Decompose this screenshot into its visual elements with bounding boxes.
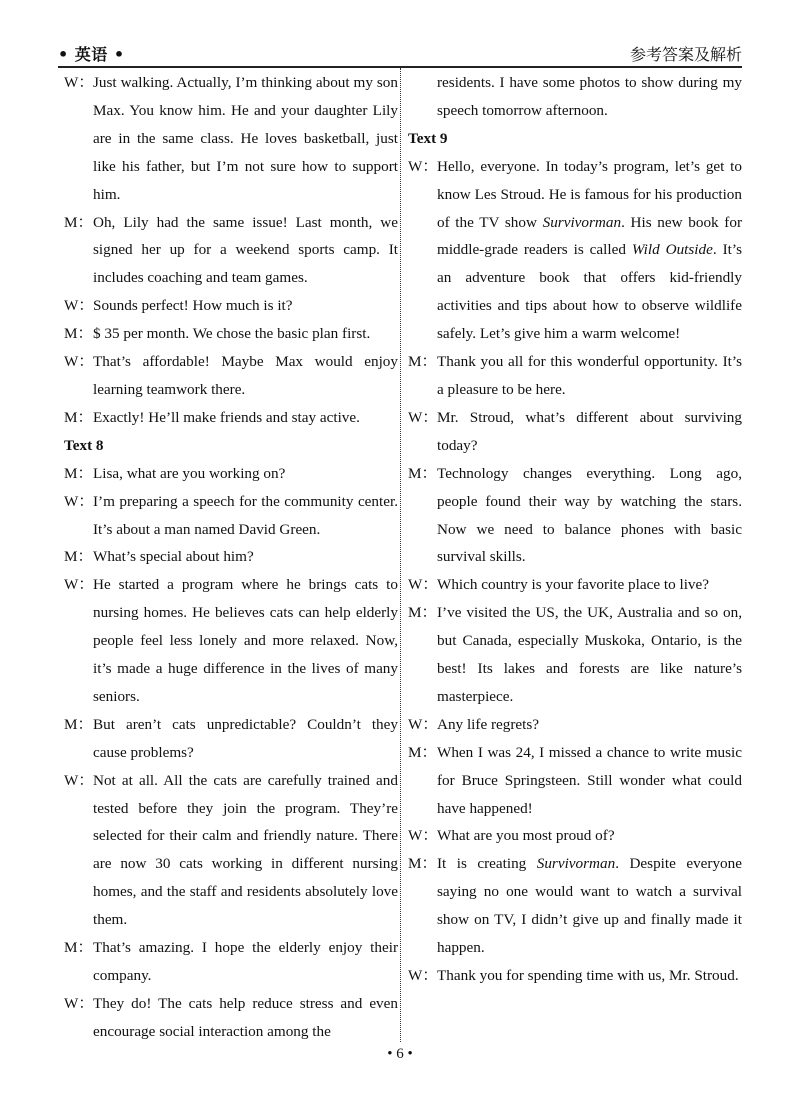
speaker-label: M： bbox=[408, 604, 437, 622]
dialogue-text: Lisa, what are you working on? bbox=[93, 464, 286, 482]
dialogue-text: That’s affordable! Maybe Max would enjoy learning teamwork there. bbox=[93, 353, 398, 398]
dialogue-text: Any life regrets? bbox=[437, 715, 540, 733]
dialogue-text: They do! The cats help reduce stress and even encourage social interaction among the bbox=[93, 994, 398, 1040]
dialogue-text: I’ve visited the US, the UK, Australia and so on, but Canada, especially Muskoka, Ontario, is the best! Its lakes and forests are like nature’s masterpiece. bbox=[437, 604, 742, 705]
speaker-label: W： bbox=[408, 827, 438, 845]
dialogue-turn bbox=[64, 934, 398, 990]
dialogue-turn bbox=[408, 348, 742, 404]
dialogue-turn bbox=[408, 711, 742, 739]
speaker-label: W： bbox=[408, 967, 438, 984]
speaker-label: M： bbox=[408, 855, 437, 873]
speaker-label: W： bbox=[64, 74, 94, 91]
dialogue-text: But aren’t cats unpredictable? Couldn’t they cause problems? bbox=[93, 715, 398, 761]
dialogue-turn bbox=[64, 209, 398, 293]
dialogue-text: It is creating bbox=[437, 855, 537, 873]
dialogue-text: residents. I have some photos to show during my speech tomorrow afternoon. bbox=[437, 74, 742, 119]
dialogue-text: He started a program where he brings cats to nursing homes. He believes cats can help elderly people feel less lonely and more relaxed. Now, it’s made a huge difference in the lives of many seniors. bbox=[93, 576, 398, 705]
speaker-label: M： bbox=[64, 213, 93, 231]
speaker-label: M： bbox=[64, 939, 93, 957]
speaker-label: W： bbox=[64, 771, 94, 789]
speaker-label: W： bbox=[408, 157, 438, 175]
title-italic: Survivorman bbox=[542, 213, 622, 231]
title-italic: Survivorman bbox=[536, 855, 616, 873]
dialogue-turn bbox=[64, 990, 398, 1046]
dialogue-text: When I was 24, I missed a chance to write music for Bruce Springsteen. Still wonder what could have happened! bbox=[437, 743, 742, 817]
speaker-label: W： bbox=[64, 994, 94, 1012]
dialogue-text: $ 35 per month. We chose the basic plan first. bbox=[93, 325, 371, 343]
speaker-label: W： bbox=[64, 576, 94, 594]
speaker-label: W： bbox=[408, 408, 438, 426]
dialogue-turn bbox=[64, 543, 398, 571]
dialogue-turn bbox=[408, 460, 742, 572]
dialogue-text: . Despite everyone saying no one would want to watch a survival show on TV, I didn’t give up and finally made it happen. bbox=[437, 855, 742, 957]
dialogue-text: I’m preparing a speech for the community center. It’s about a man named David Green. bbox=[93, 492, 398, 538]
dialogue-turn bbox=[64, 69, 398, 209]
speaker-label: M： bbox=[64, 464, 93, 482]
dialogue-turn bbox=[408, 822, 742, 850]
dialogue-text: Sounds perfect! How much is it? bbox=[93, 297, 293, 315]
dialogue-text: Thank you for spending time with us, Mr. Stroud. bbox=[437, 967, 739, 984]
dialogue-text: Mr. Stroud, what’s different about surviving today? bbox=[437, 408, 742, 454]
dialogue-text: Hello, everyone. In today’s program, let’s get to know Les Stroud. He is famous for his production of the TV show bbox=[437, 157, 742, 231]
dialogue-turn bbox=[64, 460, 398, 488]
speaker-label: M： bbox=[64, 325, 93, 343]
dialogue-turn bbox=[64, 488, 398, 544]
dialogue-turn bbox=[64, 767, 398, 934]
section-title: 参考答案及解析 bbox=[629, 45, 742, 64]
page-header bbox=[58, 40, 742, 64]
speaker-label: M： bbox=[408, 743, 437, 761]
speaker-label: W： bbox=[408, 715, 438, 733]
dialogue-turn bbox=[64, 404, 398, 432]
dialogue-text: Just walking. Actually, I’m thinking about my son Max. You know him. He and your daughter Lily are in the same class. He loves basketball, just like his father, but I’m not sure how to support him. bbox=[93, 74, 398, 203]
subject-label: • 英语 • bbox=[58, 45, 125, 64]
dialogue-text: That’s amazing. I hope the elderly enjoy their company. bbox=[93, 939, 398, 984]
speaker-label: W： bbox=[64, 353, 94, 371]
column-divider bbox=[400, 68, 401, 1042]
dialogue-text: . It’s an adventure book that offers kid-friendly activities and tips about how to observe wildlife safely. Let’s give him a warm welcome! bbox=[437, 241, 742, 343]
speaker-label: M： bbox=[64, 548, 93, 566]
title-italic: Wild Outside bbox=[631, 241, 713, 259]
dialogue-text: Exactly! He’ll make friends and stay active. bbox=[93, 408, 360, 426]
dialogue-turn bbox=[408, 571, 742, 599]
dialogue-turn bbox=[64, 292, 398, 320]
dialogue-turn bbox=[64, 320, 398, 348]
speaker-label: W： bbox=[64, 492, 94, 510]
dialogue-text: What’s special about him? bbox=[93, 548, 254, 566]
speaker-label: M： bbox=[408, 464, 437, 482]
dialogue-continuation bbox=[408, 69, 742, 125]
speaker-label: W： bbox=[64, 297, 94, 315]
speaker-label: M： bbox=[64, 408, 93, 426]
dialogue-turn bbox=[408, 153, 742, 348]
dialogue-text: Oh, Lily had the same issue! Last month, we signed her up for a weekend sports camp. It includes coaching and team games. bbox=[93, 213, 398, 287]
dialogue-turn bbox=[408, 404, 742, 460]
dialogue-text: What are you most proud of? bbox=[437, 827, 615, 845]
dialogue-turn bbox=[408, 599, 742, 711]
dialogue-text: Thank you all for this wonderful opportunity. It’s a pleasure to be here. bbox=[437, 353, 742, 398]
dialogue-text: Which country is your favorite place to live? bbox=[437, 576, 710, 594]
dialogue-turn bbox=[408, 962, 742, 990]
section-heading: Text 8 bbox=[64, 436, 104, 454]
dialogue-text: Technology changes everything. Long ago, people found their way by watching the stars. Now we need to balance phones with basic survival skills. bbox=[437, 464, 742, 566]
section-heading: Text 9 bbox=[408, 129, 448, 147]
dialogue-turn bbox=[64, 571, 398, 711]
page-number: • 6 • bbox=[387, 1046, 413, 1062]
dialogue-turn bbox=[408, 850, 742, 962]
dialogue-turn bbox=[64, 348, 398, 404]
speaker-label: M： bbox=[408, 353, 437, 371]
speaker-label: W： bbox=[408, 576, 438, 594]
dialogue-turn bbox=[408, 739, 742, 823]
left-column bbox=[64, 69, 398, 1046]
right-column bbox=[408, 69, 742, 990]
dialogue-turn bbox=[64, 711, 398, 767]
speaker-label: M： bbox=[64, 715, 93, 733]
dialogue-text: . His new book for middle-grade readers is called bbox=[437, 213, 742, 259]
dialogue-text: Not at all. All the cats are carefully trained and tested before they join the program. They’re selected for their calm and friendly nature. There are now 30 cats working in different nursing homes, and the staff and residents absolutely love them. bbox=[93, 771, 398, 929]
